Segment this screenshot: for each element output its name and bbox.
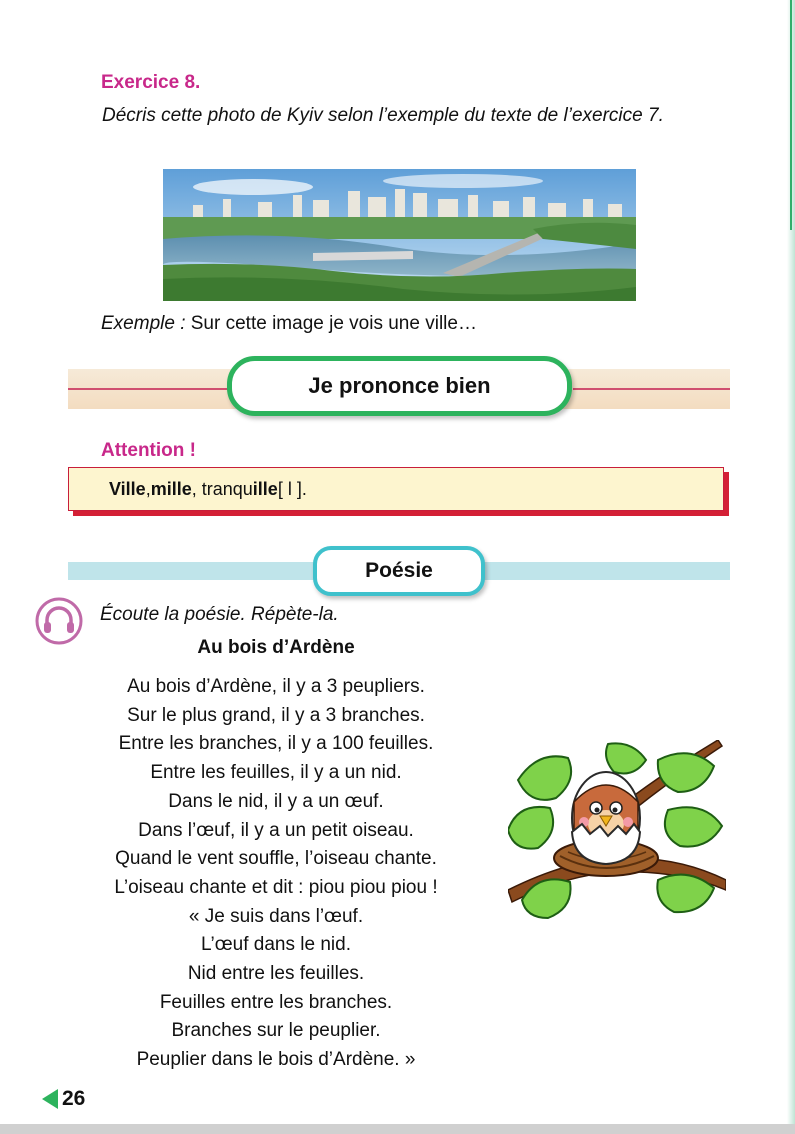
poem-line: Entre les branches, il y a 100 feuilles. [118, 733, 434, 755]
poem-line: Sur le plus grand, il y a 3 branches. [127, 704, 425, 726]
poem-line: Peuplier dans le bois d’Ardène. » [136, 1049, 416, 1071]
poem-line: Feuilles entre les branches. [159, 991, 393, 1013]
attention-word-bold: mille [150, 478, 192, 499]
pronounce-heading: Je prononce bien [227, 356, 572, 416]
page-arrow-icon [42, 1089, 58, 1109]
example-line [101, 313, 477, 335]
bird-in-egg-illustration [508, 740, 726, 922]
exercise-title: Exercice 8. [101, 72, 201, 93]
page-number [42, 1087, 85, 1111]
kyiv-photo [163, 169, 636, 301]
poem-line: Branches sur le peuplier. [171, 1020, 381, 1042]
example-label: Exemple : [101, 313, 186, 334]
attention-word-rest: , tranqu [191, 478, 253, 499]
poem-line: L’œuf dans le nid. [201, 934, 351, 956]
attention-title: Attention ! [101, 440, 196, 461]
poem-line: Dans le nid, il y a un œuf. [168, 790, 384, 812]
poem-line: L’oiseau chante et dit : piou piou piou ! [114, 876, 438, 898]
exercise-instruction: Décris cette photo de Kyiv selon l’exemple du texte de l’exercice 7. [102, 105, 664, 126]
attention-word-bold: Ville [109, 478, 146, 499]
poetry-heading: Poésie [313, 546, 485, 596]
attention-box [68, 467, 724, 511]
poem-line: Dans l’œuf, il y a un petit oiseau. [138, 819, 414, 841]
example-text: Sur cette image je vois une ville… [185, 313, 477, 334]
attention-word-rest: , [145, 478, 151, 499]
poem-line: Entre les feuilles, il y a un nid. [150, 762, 402, 784]
attention-word-rest: [ l ]. [277, 478, 307, 499]
poem [56, 673, 496, 1075]
page-number-text: 26 [62, 1087, 86, 1110]
poem-line: Au bois d’Ardène, il y a 3 peupliers. [127, 676, 425, 697]
poem-title: Au bois d’Ardène [197, 637, 355, 658]
poem-line: Nid entre les feuilles. [187, 963, 365, 985]
headphones-icon[interactable] [34, 596, 84, 646]
listen-instruction: Écoute la poésie. Répète-la. [100, 604, 339, 625]
poem-line: Quand le vent souffle, l’oiseau chante. [115, 848, 437, 870]
poem-line: « Je suis dans l’œuf. [188, 905, 364, 927]
page-edge [787, 0, 795, 1134]
attention-word-bold: ille [252, 478, 278, 499]
bottom-edge [0, 1124, 795, 1134]
